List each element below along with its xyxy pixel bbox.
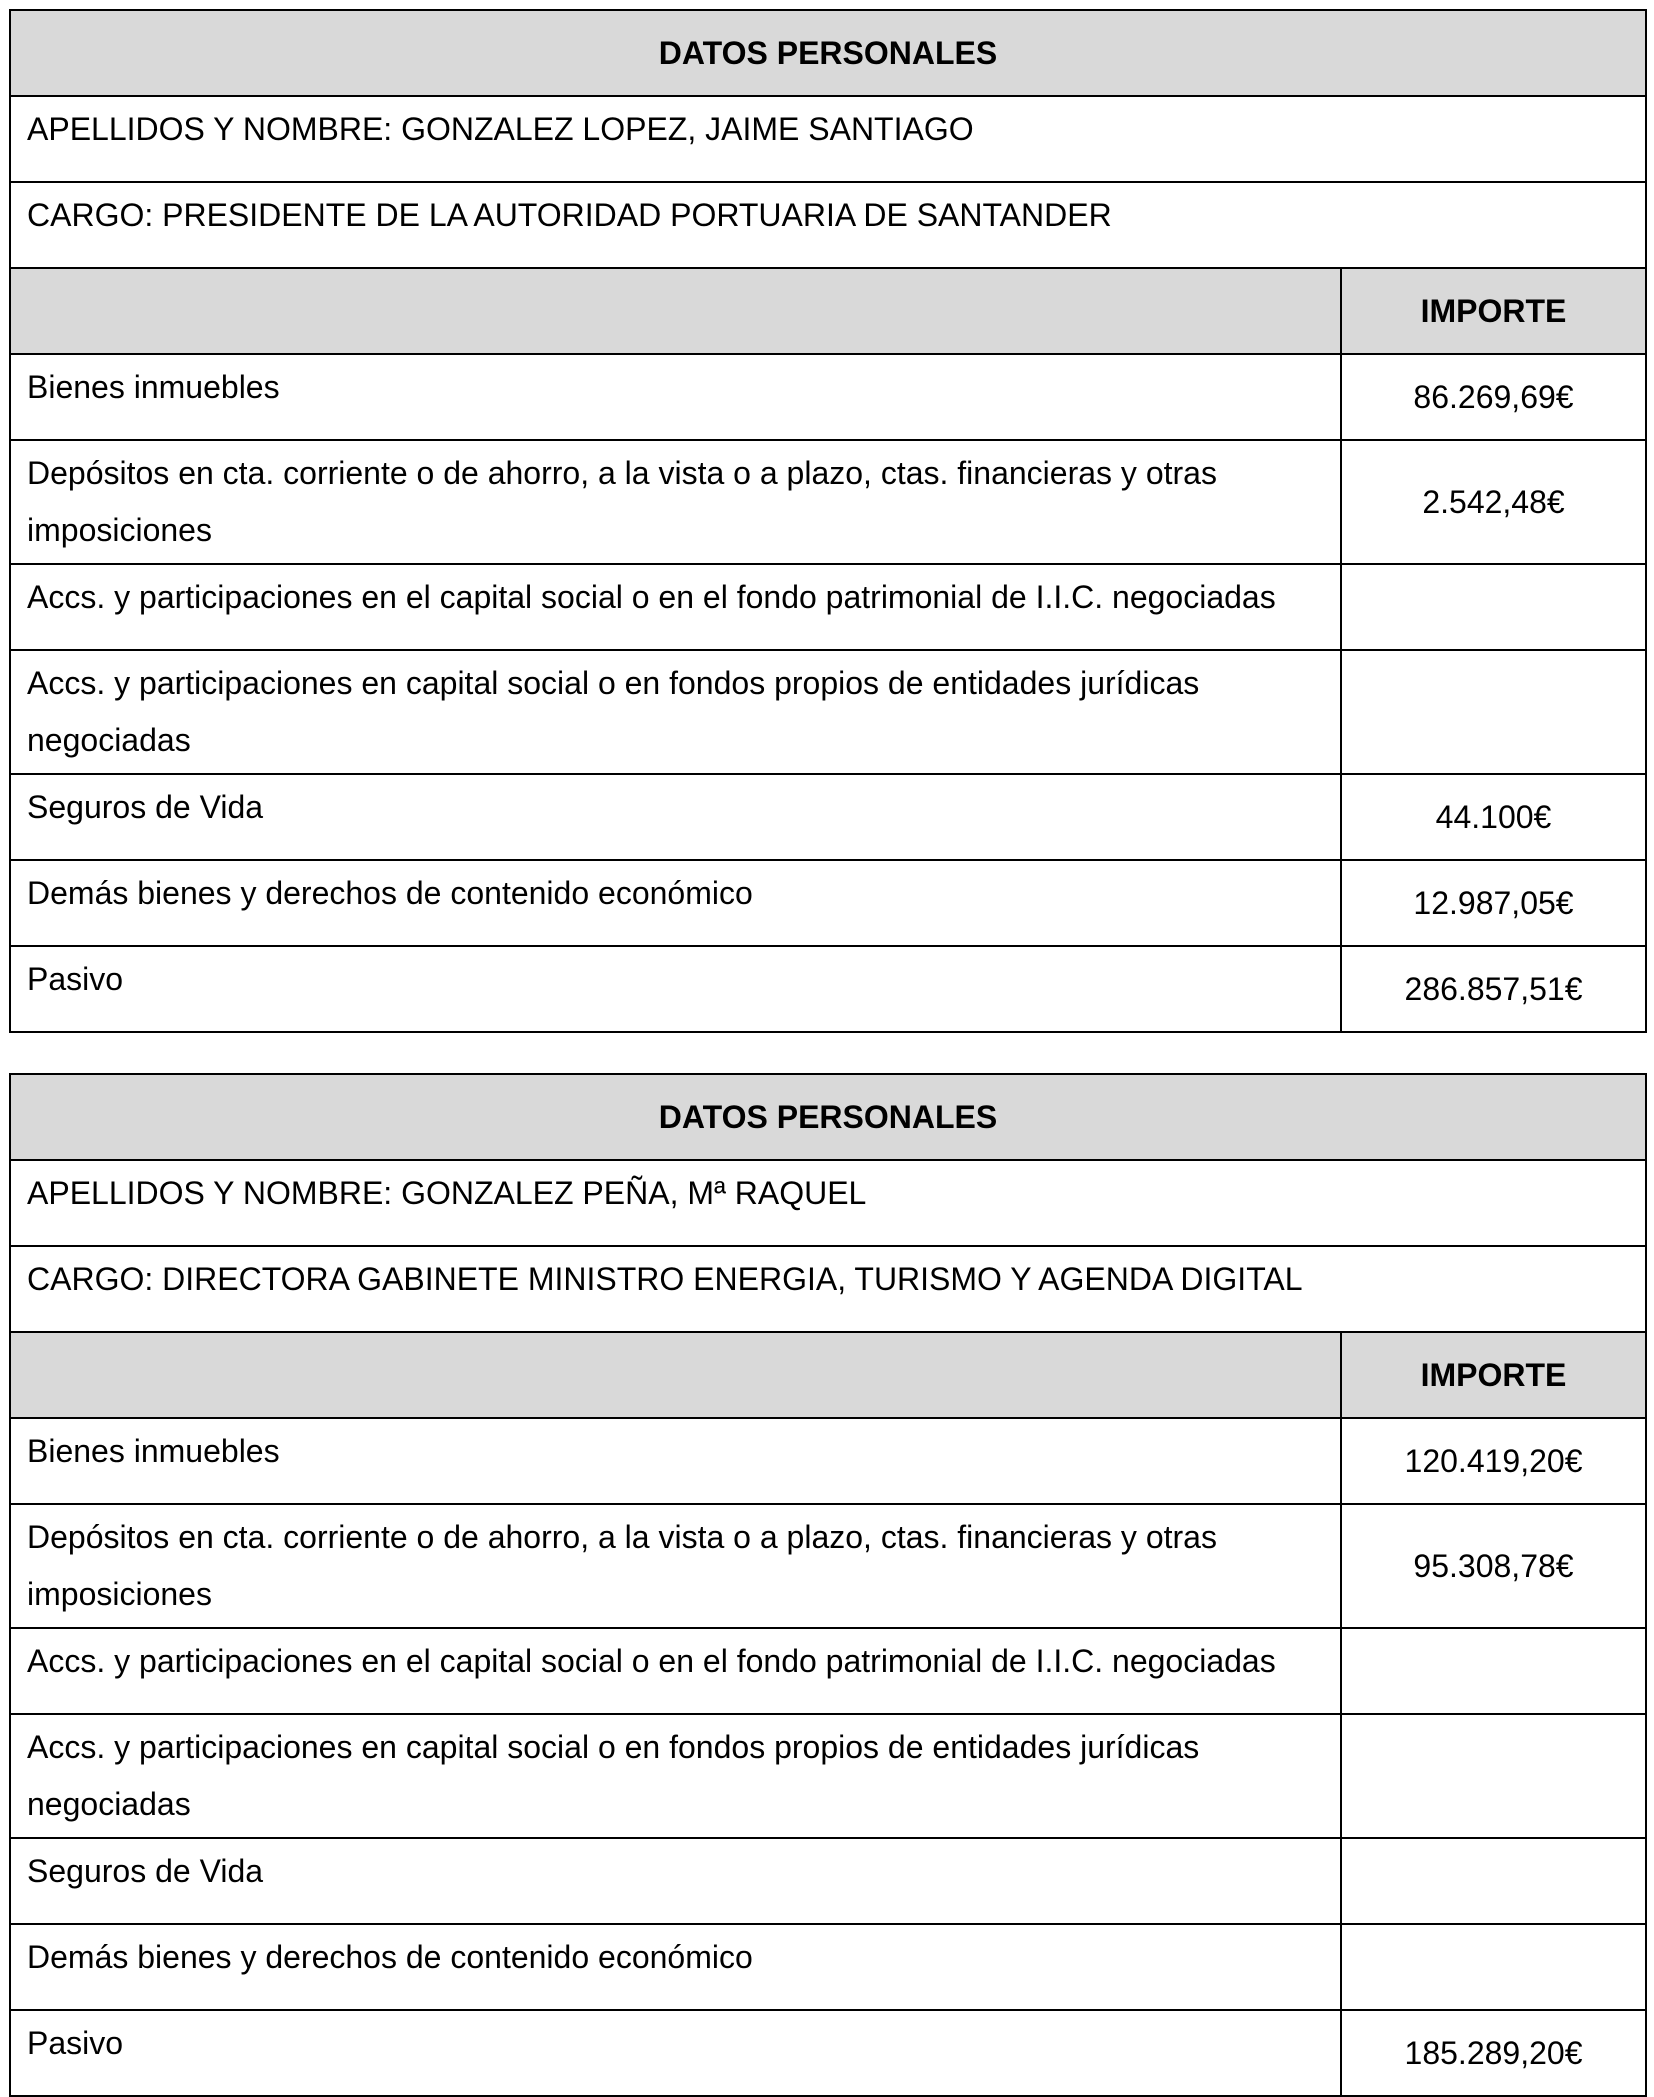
row-label: Accs. y participaciones en el capital social o en el fondo patrimonial de I.I.C. negociadas: [10, 564, 1341, 650]
row-label: Pasivo: [10, 2010, 1341, 2096]
row-label: Depósitos en cta. corriente o de ahorro, a la vista o a plazo, ctas. financieras y otras imposiciones: [10, 440, 1341, 564]
table-row: [10, 1628, 1646, 1714]
concept-header-cell: [10, 1332, 1341, 1418]
table-row: [10, 564, 1646, 650]
table-row: [10, 774, 1646, 860]
importe-header: IMPORTE: [1341, 268, 1646, 354]
table-row: [10, 1838, 1646, 1924]
row-value: 120.419,20€: [1341, 1418, 1646, 1504]
table-row: [10, 650, 1646, 774]
section-header: DATOS PERSONALES: [10, 1074, 1646, 1160]
table-row: [10, 860, 1646, 946]
row-label: Bienes inmuebles: [10, 1418, 1341, 1504]
row-label: Bienes inmuebles: [10, 354, 1341, 440]
row-value: 286.857,51€: [1341, 946, 1646, 1032]
row-label: Accs. y participaciones en capital social o en fondos propios de entidades jurídicas negociadas: [10, 650, 1341, 774]
table-row: [10, 946, 1646, 1032]
row-label: Accs. y participaciones en capital social o en fondos propios de entidades jurídicas negociadas: [10, 1714, 1341, 1838]
declaration-table-1: [9, 9, 1647, 1033]
row-value: [1341, 564, 1646, 650]
row-label: Pasivo: [10, 946, 1341, 1032]
concept-header-cell: [10, 268, 1341, 354]
section-header: DATOS PERSONALES: [10, 10, 1646, 96]
document-page: [9, 9, 1645, 2097]
row-label: Seguros de Vida: [10, 774, 1341, 860]
row-value: 12.987,05€: [1341, 860, 1646, 946]
row-value: 185.289,20€: [1341, 2010, 1646, 2096]
cargo-line: CARGO: DIRECTORA GABINETE MINISTRO ENERGIA, TURISMO Y AGENDA DIGITAL: [10, 1246, 1646, 1332]
row-value: [1341, 1714, 1646, 1838]
row-value: 95.308,78€: [1341, 1504, 1646, 1628]
row-value: [1341, 1628, 1646, 1714]
row-label: Depósitos en cta. corriente o de ahorro, a la vista o a plazo, ctas. financieras y otras imposiciones: [10, 1504, 1341, 1628]
table-row: [10, 1924, 1646, 2010]
row-value: [1341, 650, 1646, 774]
declaration-table-2: [9, 1073, 1647, 2097]
row-label: Accs. y participaciones en el capital social o en el fondo patrimonial de I.I.C. negociadas: [10, 1628, 1341, 1714]
row-label: Demás bienes y derechos de contenido económico: [10, 860, 1341, 946]
row-value: [1341, 1838, 1646, 1924]
row-value: [1341, 1924, 1646, 2010]
cargo-line: CARGO: PRESIDENTE DE LA AUTORIDAD PORTUARIA DE SANTANDER: [10, 182, 1646, 268]
row-value: 44.100€: [1341, 774, 1646, 860]
table-row: [10, 1714, 1646, 1838]
name-line: APELLIDOS Y NOMBRE: GONZALEZ LOPEZ, JAIME SANTIAGO: [10, 96, 1646, 182]
table-row: [10, 2010, 1646, 2096]
table-row: [10, 1418, 1646, 1504]
name-line: APELLIDOS Y NOMBRE: GONZALEZ PEÑA, Mª RAQUEL: [10, 1160, 1646, 1246]
row-value: 86.269,69€: [1341, 354, 1646, 440]
importe-header: IMPORTE: [1341, 1332, 1646, 1418]
row-label: Demás bienes y derechos de contenido económico: [10, 1924, 1341, 2010]
table-row: [10, 440, 1646, 564]
row-label: Seguros de Vida: [10, 1838, 1341, 1924]
table-row: [10, 1504, 1646, 1628]
table-row: [10, 354, 1646, 440]
row-value: 2.542,48€: [1341, 440, 1646, 564]
